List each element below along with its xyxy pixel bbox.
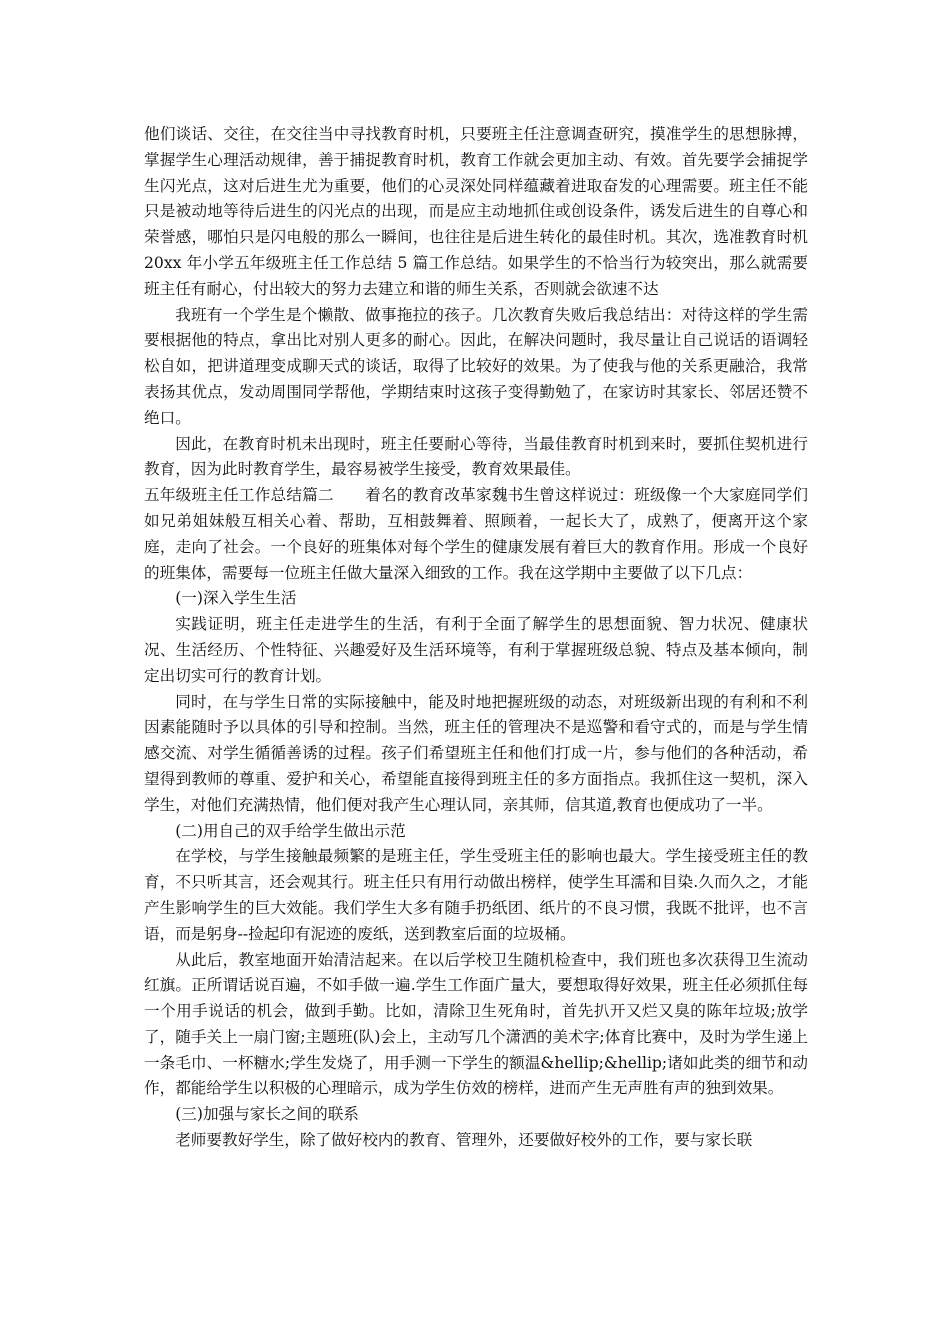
paragraph-6: 实践证明，班主任走进学生的生活，有利于全面了解学生的思想面貌、智力状况、健康状况、生活经历、个性特征、兴趣爱好及生活环境等，有利于掌握班级总貌、特点及基本倾向，制定出切实可行的教育计划。 [144, 615, 808, 685]
paragraph-12: 老师要教好学生，除了做好校内的教育、管理外，还要做好校外的工作，要与家长联 [175, 1131, 753, 1150]
paragraph-4 [144, 483, 808, 586]
subheading-3: (三)加强与家长之间的联系 [175, 1105, 359, 1124]
paragraph-7: 同时，在与学生日常的实际接触中，能及时地把握班级的动态，对班级新出现的有利和不利因素能随时予以具体的引导和控制。当然，班主任的管理决不是巡警和看守式的，而是与学生情感交流、对学生循循善诱的过程。孩子们希望班主任和他们打成一片，参与他们的各种活动，希望得到教师的尊重、爱护和关心，希望能直接得到班主任的多方面指点。我抓住这一契机，深入学生，对他们充满热情，他们便对我产生心理认同，亲其师，信其道,教育也便成功了一半。 [144, 692, 808, 814]
paragraph-9: 在学校，与学生接触最频繁的是班主任，学生受班主任的影响也最大。学生接受班主任的教育，不只听其言，还会观其行。班主任只有用行动做出榜样，使学生耳濡和目染.久而久之，才能产生影响学生的巨大效能。我们学生大多有随手扔纸团、纸片的不良习惯，我既不批评，也不言语，而是躬身--捡起印有泥迹的废纸，送到教室后面的垃圾桶。 [144, 847, 808, 943]
document-body [144, 122, 808, 1154]
paragraph-10: 从此后，教室地面开始清洁起来。在以后学校卫生随机检查中，我们班也多次获得卫生流动红旗。正所谓话说百遍，不如手做一遍.学生工作面广量大，要想取得好效果，班主任必须抓住每一个用手说话的机会，做到手勤。比如，清除卫生死角时，首先扒开又烂又臭的陈年垃圾;放学了，随手关上一扇门窗;主题班(队)会上，主动写几个潇洒的美术字;体育比赛中，及时为学生递上一条毛巾、一杯糖水;学生发烧了，用手测一下学生的额温&hellip;&hellip;诸如此类的细节和动作，都能给学生以积极的心理暗示，成为学生仿效的榜样，进而产生无声胜有声的独到效果。 [144, 950, 808, 1098]
subheading-2: (二)用自己的双手给学生做出示范 [175, 821, 406, 840]
section-heading: 五年级班主任工作总结篇二 [144, 486, 334, 505]
paragraph-3: 因此，在教育时机未出现时，班主任要耐心等待，当最佳教育时机到来时，要抓住契机进行教育，因为此时教育学生，最容易被学生接受，教育效果最佳。 [144, 434, 808, 479]
subheading-1: (一)深入学生生活 [175, 589, 297, 608]
paragraph-2: 我班有一个学生是个懒散、做事拖拉的孩子。几次教育失败后我总结出：对待这样的学生需要根据他的特点，拿出比对别人更多的耐心。因此，在解决问题时，我尽量让自己说话的语调轻松自如，把讲道理变成聊天式的谈话，取得了比较好的效果。为了使我与他的关系更融洽，我常表扬其优点，发动周围同学帮他，学期结束时这孩子变得勤勉了，在家访时其家长、邻居还赞不绝口。 [144, 305, 808, 427]
section-intro-text: 着名的教育改革家魏书生曾这样说过：班级像一个大家庭同学们如兄弟姐妹般互相关心着、帮助，互相鼓舞着、照顾着，一起长大了，成熟了，便离开这个家庭，走向了社会。一个良好的班集体对每个学生的健康发展有着巨大的教育作用。形成一个良好的班集体，需要每一位班主任做大量深入细致的工作。我在这学期中主要做了以下几点： [144, 486, 808, 582]
paragraph-1: 他们谈话、交往，在交往当中寻找教育时机，只要班主任注意调查研究，摸准学生的思想脉搏，掌握学生心理活动规律，善于捕捉教育时机，教育工作就会更加主动、有效。首先要学会捕捉学生闪光点，这对后进生尤为重要，他们的心灵深处同样蕴藏着进取奋发的心理需要。班主任不能只是被动地等待后进生的闪光点的出现，而是应主动地抓住或创设条件，诱发后进生的自尊心和荣誉感，哪怕只是闪电般的那么一瞬间，也往往是后进生转化的最佳时机。其次，选准教育时机 20xx 年小学五年级班主任工作总结 5 篇工作总结。如果学生的不恰当行为较突出，那么就需要班主任有耐心，付出较大的努力去建立和谐的师生关系，否则就会欲速不达 [144, 125, 808, 298]
